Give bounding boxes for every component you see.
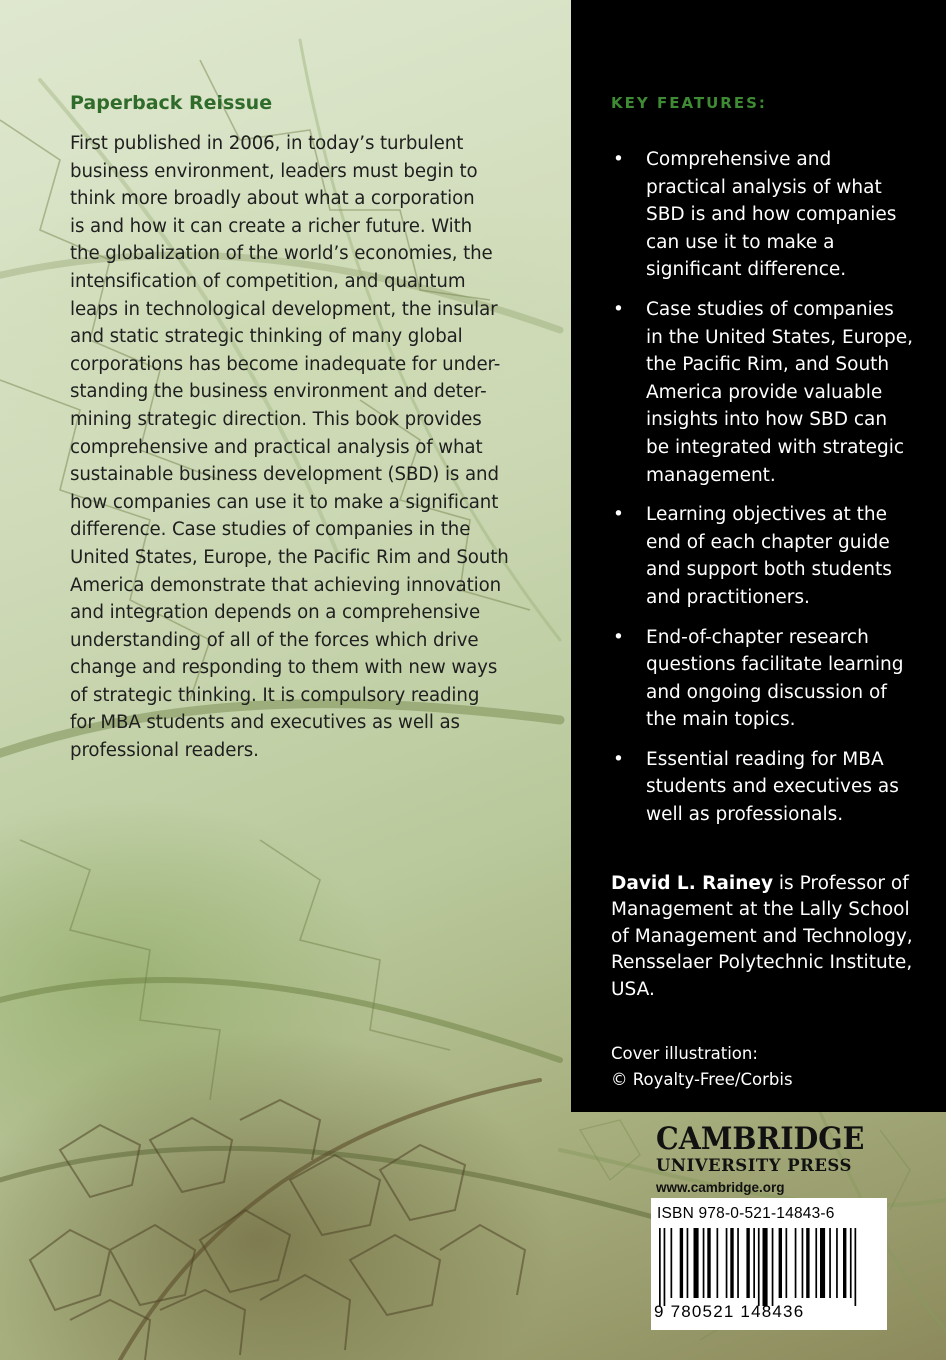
feature-line: the Pacific Rim, and South — [646, 354, 890, 376]
description-line: the globalization of the world’s economies, the — [70, 243, 493, 265]
barcode-bar — [763, 1228, 768, 1306]
description-line: America demonstrate that achieving innovation — [70, 574, 502, 596]
feature-line: and practitioners. — [646, 586, 810, 608]
description-line: of strategic thinking. It is compulsory reading — [70, 684, 480, 706]
author-bio-line: Management at the Lally School — [611, 899, 910, 921]
barcode-bar — [680, 1228, 683, 1298]
isbn-label: ISBN 978-0-521-14843-6 — [657, 1205, 835, 1222]
author-bio-line: is Professor of — [773, 873, 909, 894]
barcode-bar — [664, 1228, 666, 1306]
barcode-bar — [746, 1228, 749, 1298]
barcode-bar — [850, 1228, 852, 1298]
barcode-bar — [694, 1228, 699, 1298]
feature-line: practical analysis of what — [646, 176, 882, 198]
description-line: how companies can use it to make a significant — [70, 491, 499, 513]
feature-line: in the United States, Europe, — [646, 326, 913, 348]
feature-item — [571, 146, 946, 284]
isbn-barcode-block — [651, 1198, 887, 1330]
book-description — [70, 130, 530, 765]
author-name: David L. Rainey — [611, 873, 774, 894]
feature-line: Case studies of companies — [646, 298, 894, 320]
feature-line: and ongoing discussion of — [646, 681, 887, 703]
feature-line: Comprehensive and — [646, 149, 832, 170]
bullet-icon: • — [613, 626, 624, 648]
feature-line: insights into how SBD can — [646, 409, 888, 431]
publisher-logo — [656, 1122, 886, 1195]
barcode-digits: 9 780521 148436 — [654, 1302, 805, 1321]
feature-line: students and executives as — [646, 776, 899, 798]
author-bio-line: USA. — [611, 978, 655, 1000]
description-line: business environment, leaders must begin to — [70, 160, 478, 182]
barcode-bar — [758, 1228, 760, 1306]
publisher-subname: UNIVERSITY PRESS — [656, 1156, 852, 1175]
barcode-bar — [753, 1228, 755, 1298]
feature-item — [571, 624, 946, 734]
barcode-bar — [779, 1228, 782, 1298]
barcode-bar — [829, 1228, 831, 1298]
description-line: for MBA students and executives as well as — [70, 712, 460, 734]
cover-credit-label: Cover illustration: — [611, 1044, 758, 1063]
barcode-bar — [717, 1228, 719, 1298]
barcode-bar — [802, 1228, 804, 1298]
description-line: First published in 2006, in today’s turbulent — [70, 133, 464, 154]
description-line: standing the business environment and deter- — [70, 381, 487, 403]
description-line: professional readers. — [70, 740, 259, 762]
description-line: and integration depends on a comprehensive — [70, 602, 481, 624]
description-line: intensification of competition, and quantum — [70, 270, 466, 292]
feature-line: end of each chapter guide — [646, 531, 890, 553]
description-line: change and responding to them with new ways — [70, 657, 498, 679]
feature-item — [571, 501, 946, 611]
description-line: mining strategic direction. This book provides — [70, 408, 482, 430]
feature-line: End-of-chapter research — [646, 626, 869, 648]
feature-line: management. — [646, 464, 776, 486]
barcode-bar — [772, 1228, 774, 1306]
bullet-icon: • — [613, 748, 624, 770]
author-bio — [611, 871, 941, 1003]
barcode-icon — [657, 1228, 879, 1306]
feature-line: can use it to make a — [646, 231, 835, 253]
key-features-panel — [571, 0, 946, 1112]
description-line: sustainable business development (SBD) is and — [70, 464, 499, 486]
feature-line: Essential reading for MBA — [646, 748, 884, 770]
publisher-url: www.cambridge.org — [656, 1180, 785, 1195]
barcode-bar — [687, 1228, 689, 1298]
description-line: is and how it can create a richer future. With — [70, 215, 473, 237]
description-column — [70, 92, 530, 765]
barcode-bar — [659, 1228, 661, 1306]
key-features-heading: KEY FEATURES: — [611, 94, 767, 112]
feature-line: questions facilitate learning — [646, 654, 904, 676]
barcode-bar — [820, 1228, 825, 1298]
barcode-bar — [815, 1228, 817, 1298]
feature-line: significant difference. — [646, 259, 847, 281]
feature-line: well as professionals. — [646, 804, 844, 826]
barcode-bar — [795, 1228, 797, 1298]
feature-item — [571, 296, 946, 489]
barcode-bar — [730, 1228, 733, 1298]
barcode-bar — [836, 1228, 838, 1298]
barcode-bar — [843, 1228, 846, 1298]
cover-credit-value: © Royalty-Free/Corbis — [611, 1070, 793, 1089]
description-line: leaps in technological development, the insular — [70, 298, 498, 320]
description-line: United States, Europe, the Pacific Rim and South — [70, 546, 509, 568]
author-bio-line: of Management and Technology, — [611, 925, 913, 947]
key-features-list — [571, 146, 946, 841]
feature-item — [571, 746, 946, 829]
feature-line: be integrated with strategic — [646, 436, 905, 458]
barcode-bar — [737, 1228, 739, 1298]
reissue-title: Paperback Reissue — [70, 92, 273, 114]
author-bio-line: Rensselaer Polytechnic Institute, — [611, 952, 913, 974]
barcode-bar — [703, 1228, 705, 1298]
feature-line: and support both students — [646, 559, 892, 581]
feature-line: America provide valuable — [646, 381, 883, 403]
feature-line: SBD is and how companies — [646, 204, 897, 226]
description-line: think more broadly about what a corporation — [70, 188, 475, 210]
description-line: corporations has become inadequate for under- — [70, 353, 501, 375]
barcode-bar — [786, 1228, 788, 1298]
description-line: comprehensive and practical analysis of what — [70, 436, 483, 458]
barcode-bar — [806, 1228, 809, 1298]
bullet-icon: • — [613, 504, 624, 526]
publisher-name: CAMBRIDGE — [656, 1121, 865, 1157]
feature-line: the main topics. — [646, 709, 796, 731]
feature-line: Learning objectives at the — [646, 504, 888, 526]
bullet-icon: • — [613, 149, 624, 170]
cover-credit — [611, 1041, 931, 1093]
barcode-bar — [726, 1228, 728, 1298]
barcode-bar — [855, 1228, 857, 1306]
bullet-icon: • — [613, 298, 624, 320]
barcode-bar — [707, 1228, 710, 1298]
description-line: difference. Case studies of companies in the — [70, 519, 471, 541]
description-line: and static strategic thinking of many global — [70, 326, 463, 348]
description-line: understanding of all of the forces which drive — [70, 629, 479, 651]
barcode-bar — [671, 1228, 673, 1298]
